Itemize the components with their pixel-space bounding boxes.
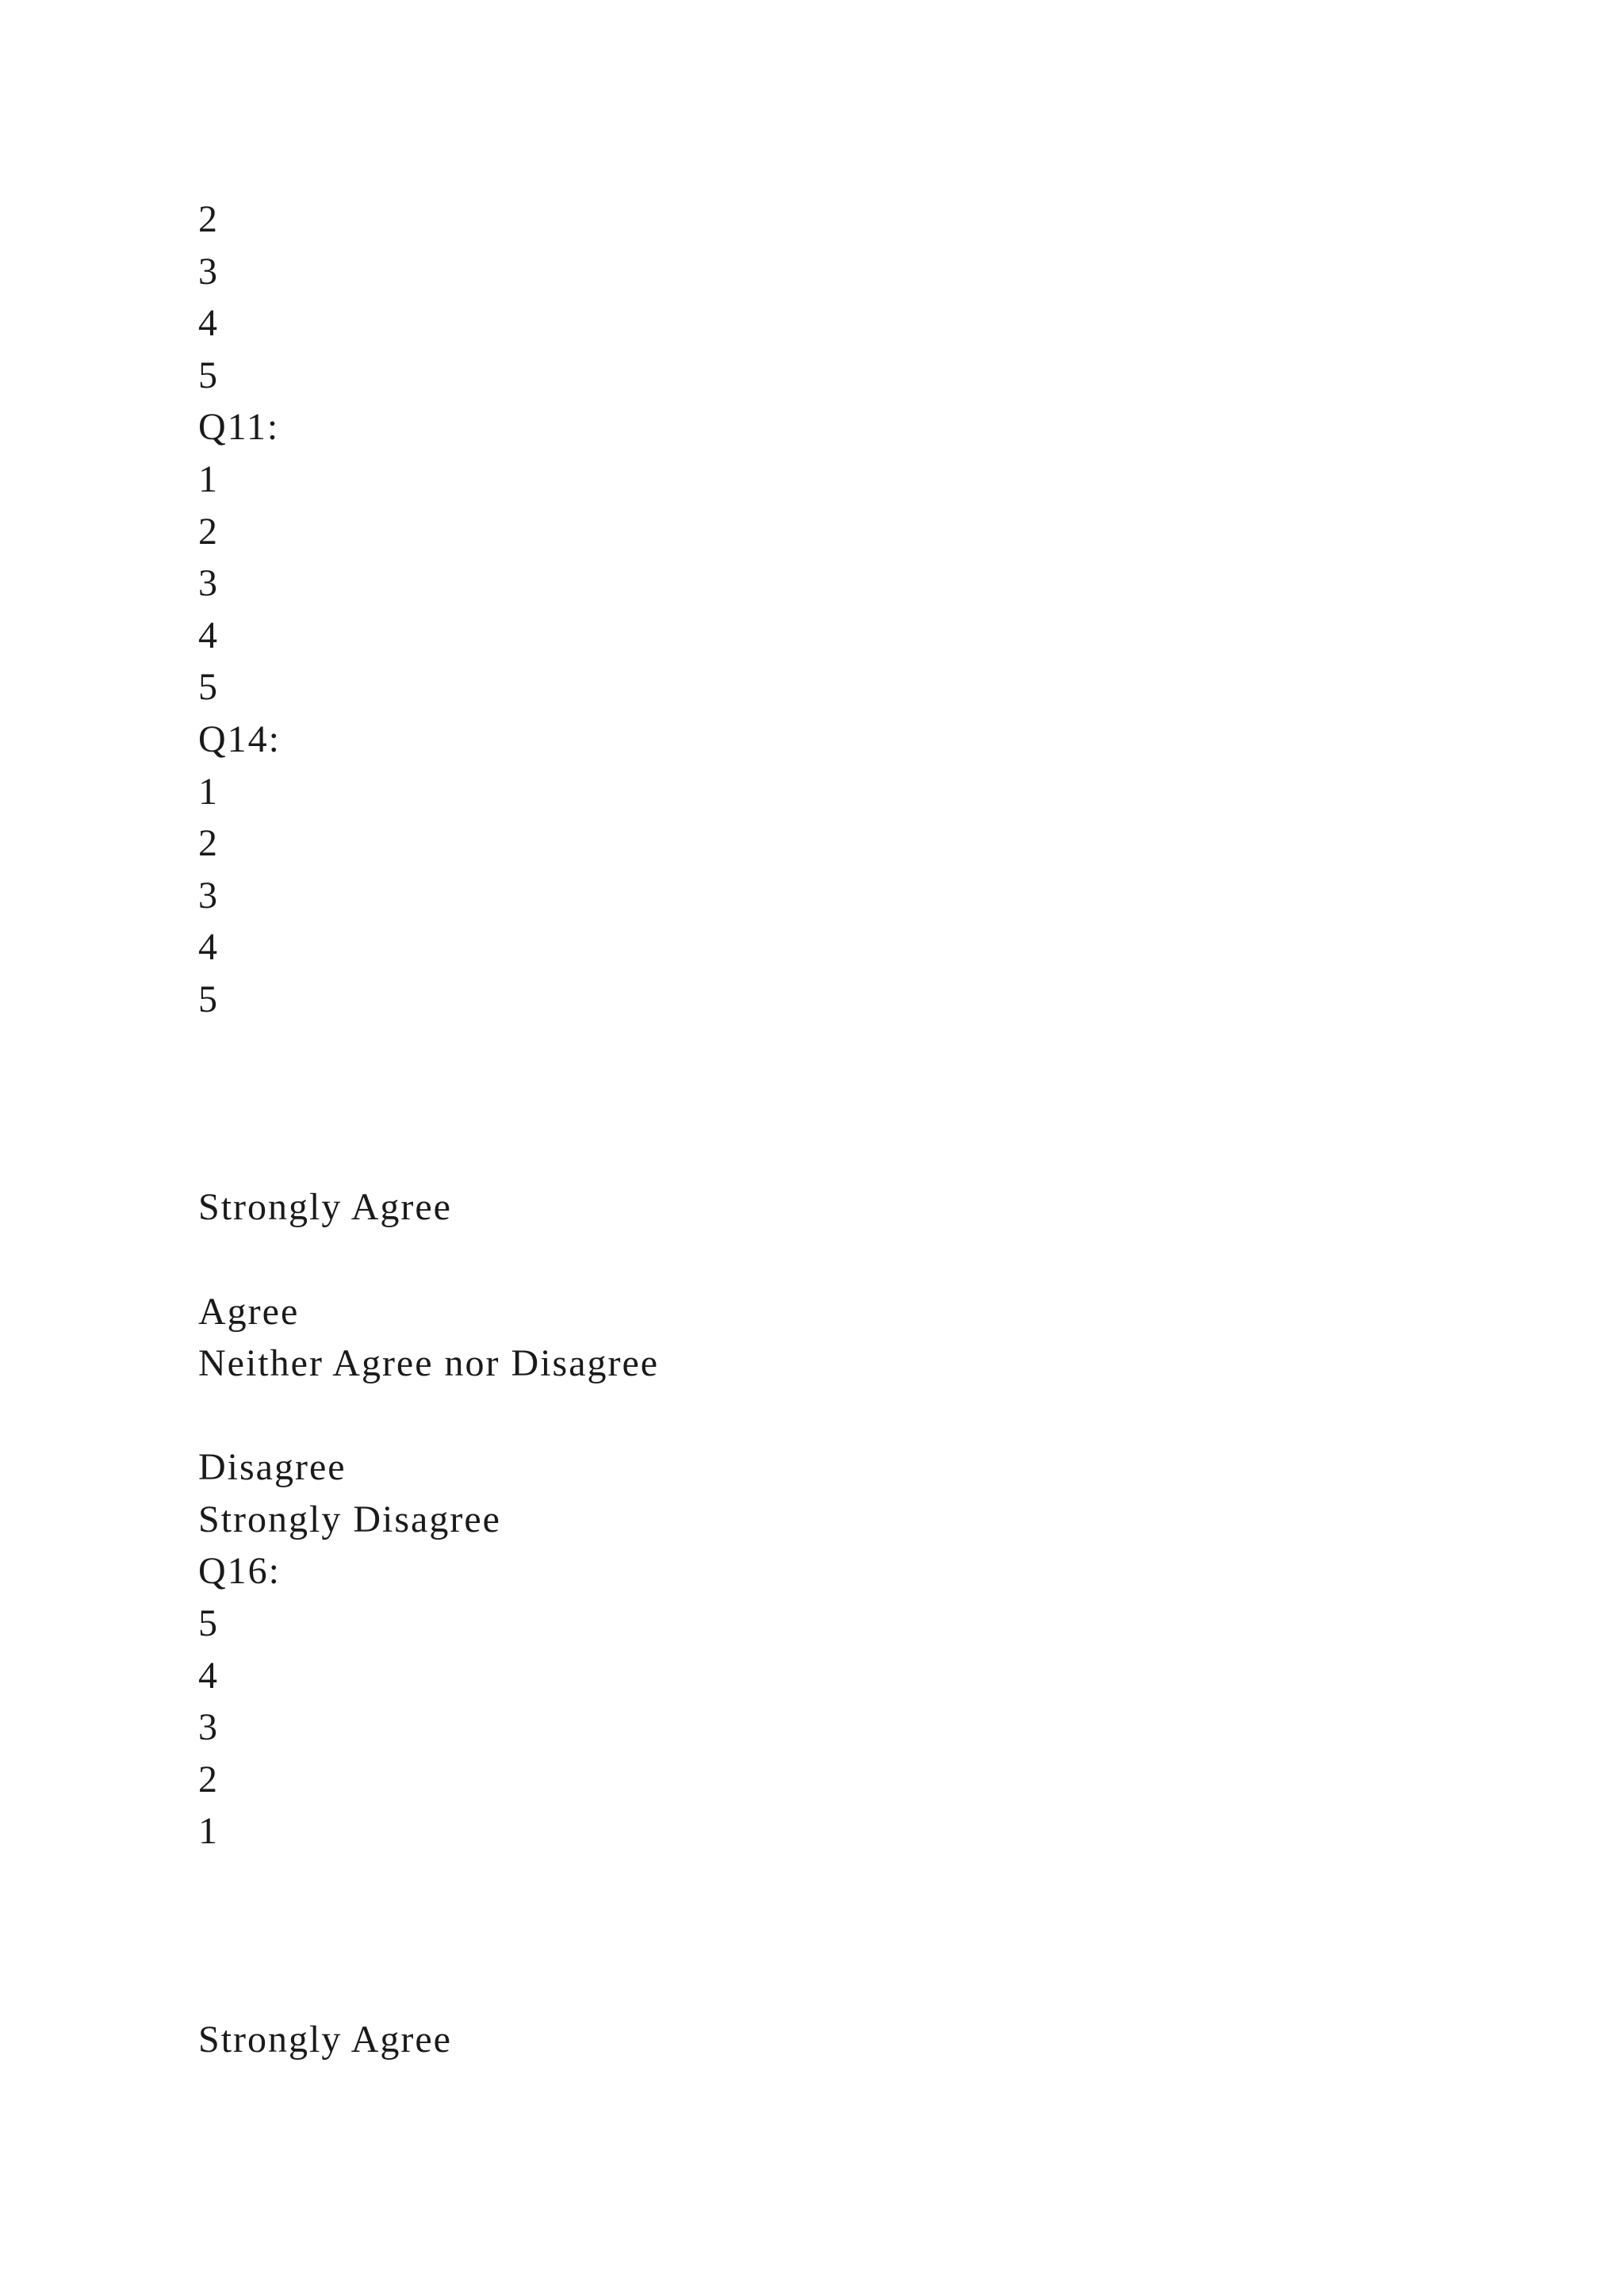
scale-value-5: 5 xyxy=(198,354,219,396)
scale-value-4: 4 xyxy=(198,302,219,344)
scale-value-1: 1 xyxy=(198,458,219,500)
response-disagree: Disagree xyxy=(198,1446,347,1488)
question-label-q16: Q16: xyxy=(198,1550,281,1592)
response-strongly-agree: Strongly Agree xyxy=(198,1186,452,1228)
scale-value-5: 5 xyxy=(198,666,219,708)
scale-value-1: 1 xyxy=(198,771,219,813)
scale-value-4: 4 xyxy=(198,1655,219,1697)
question-label-q11: Q11: xyxy=(198,406,280,448)
response-neutral: Neither Agree nor Disagree xyxy=(198,1342,660,1384)
scale-value-2: 2 xyxy=(198,822,219,864)
scale-value-3: 3 xyxy=(198,562,219,604)
scale-value-3: 3 xyxy=(198,251,219,293)
scale-value-3: 3 xyxy=(198,1706,219,1748)
scale-value-3: 3 xyxy=(198,874,219,916)
question-label-q14: Q14: xyxy=(198,718,281,760)
scale-value-2: 2 xyxy=(198,1758,219,1800)
scale-value-4: 4 xyxy=(198,614,219,656)
response-agree: Agree xyxy=(198,1291,300,1333)
scale-value-5: 5 xyxy=(198,1602,219,1644)
response-strongly-agree: Strongly Agree xyxy=(198,2019,452,2061)
scale-value-4: 4 xyxy=(198,926,219,968)
scale-value-1: 1 xyxy=(198,1810,219,1852)
response-strongly-disagree: Strongly Disagree xyxy=(198,1498,501,1540)
scale-value-2: 2 xyxy=(198,511,219,553)
scale-value-2: 2 xyxy=(198,198,219,240)
scale-value-5: 5 xyxy=(198,978,219,1020)
